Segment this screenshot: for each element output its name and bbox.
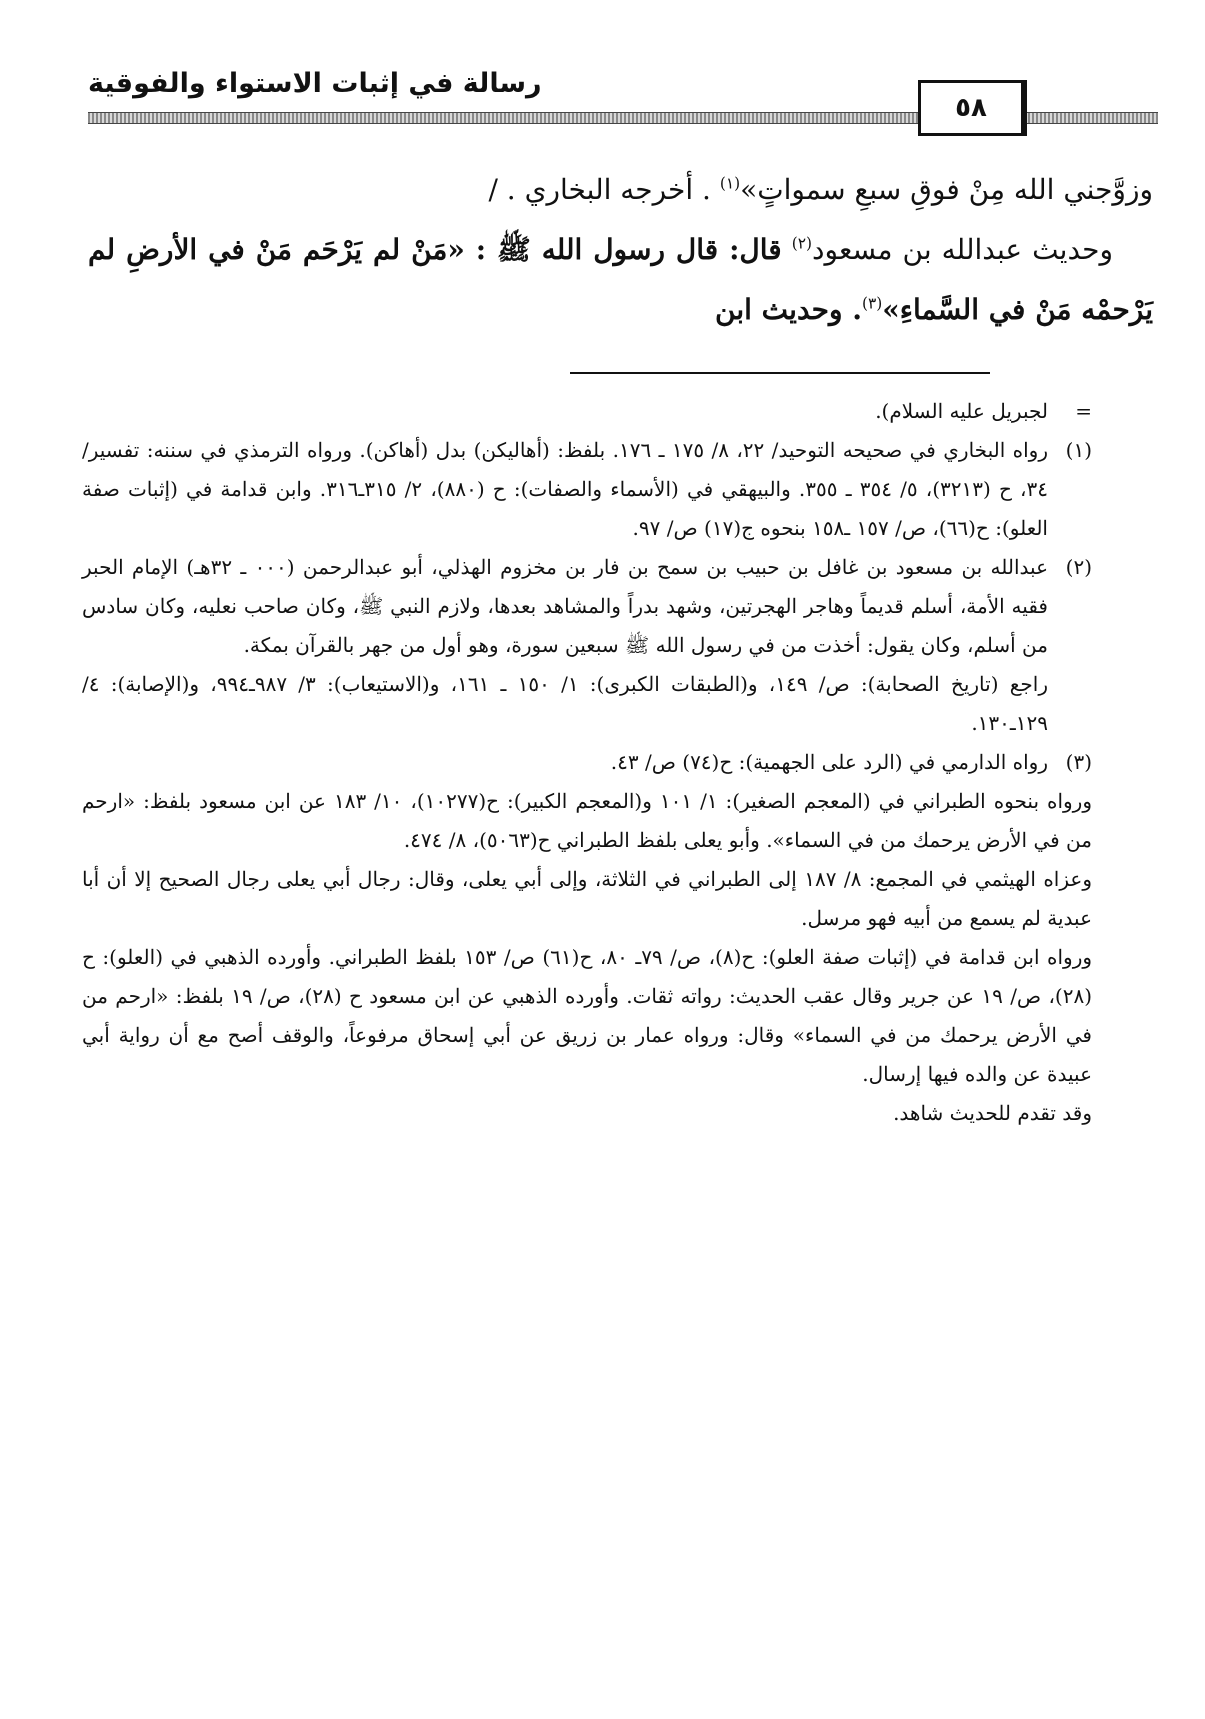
footnote-1: (١) رواه البخاري في صحيحه التوحيد/ ٢٢، ٨/ ١٧٥ ـ ١٧٦. بلفظ: (أهاليكن) بدل (أهاكن). ورواه الترمذي في سننه: تفسير/ ٣٤، ح (٣٢١٣)، ٥/ ٣٥٤ ـ ٣٥٥. والبيهقي في (الأسماء والصفات): ح (٨٨٠)، ٢/ ٣١٥ـ٣١٦. وابن قدامة في (إثبات صفة العلو): ح(٦٦)، ص/ ١٥٧ ـ١٥٨ بنحوه ج(١٧) ص/ ٩٧.	[82, 431, 1092, 548]
footnote-number: (٣)	[1065, 750, 1092, 774]
page-header	[88, 68, 1158, 130]
page-number: ٥٨	[955, 93, 987, 123]
main-paragraph-2: وحديث عبدالله بن مسعود$^{(٢)}$ قال: قال رسول الله ﷺ : «مَنْ لم يَرْحَم مَنْ في الأرضِ لم يَرْحمْه مَنْ في السَّماءِ»$^{(٣)}$. وحديث ابن	[88, 233, 1153, 326]
footnote-ref-2: (٢)	[791, 234, 813, 253]
footnote-ref-1: (١)	[719, 174, 741, 193]
footnote-3-continued: ورواه بنحوه الطبراني في (المعجم الصغير): ١/ ١٠١ و(المعجم الكبير): ح(١٠٢٧٧)، ١٠/ ١٨٣ عن ابن مسعود بلفظ: «ارحم من في الأرض يرحمك من في السماء». وأبو يعلى بلفظ الطبراني ح(٥٠٦٣)، ٨/ ٤٧٤. وعزاه الهيثمي في المجمع: ٨/ ١٨٧ إلى الطبراني في الثلاثة، وإلى أبي يعلى، وقال: رجال أبي يعلى رجال الصحيح إلا أن أبا عبدية لم يسمع من أبيه فهو مرسل. ورواه ابن قدامة في (إثبات صفة العلو): ح(٨)، ص/ ٧٩ـ ٨٠، ح(٦١) ص/ ١٥٣ بلفظ الطبراني. وأورده الذهبي في (العلو): ح (٢٨)، ص/ ١٩ عن جرير وقال عقب الحديث: رواته ثقات. وأورده الذهبي عن ابن مسعود ح (٢٨)، ص/ ١٩ بلفظ: «ارحم من في الأرض يرحمك من في السماء» وقال: ورواه عمار بن زريق عن أبي إسحاق مرفوعاً، والوقف أصح مع أن رواية أبي عبيدة عن والده فيها إرسال. وقد تقدم للحديث شاهد.	[82, 789, 1093, 1125]
footnote-2: (٢) عبدالله بن مسعود بن غافل بن حبيب بن سمح بن فار بن مخزوم الهذلي، أبو عبدالرحمن (٠٠٠ ـ ٣٢هـ) الإمام الحبر فقيه الأمة، أسلم قديماً وهاجر الهجرتين، وشهد بدراً والمشاهد بعدها، ولازم النبي ﷺ، وكان صاحب نعليه، وكان سادس من أسلم، وكان يقول: أخذت من في رسول الله ﷺ سبعين سورة، وهو أول من جهر بالقرآن بمكة. راجع (تاريخ الصحابة): ص/ ١٤٩، و(الطبقات الكبرى): ١/ ١٥٠ ـ ١٦١، و(الاستيعاب): ٣/ ٩٨٧ـ٩٩٤، و(الإصابة): ٤/ ١٢٩ـ١٣٠.	[82, 548, 1092, 743]
footnote-3: (٣) رواه الدارمي في (الرد على الجهمية): ح(٧٤) ص/ ٤٣.	[82, 743, 1092, 782]
footnote-marker: =	[1075, 399, 1092, 423]
main-text	[88, 160, 1153, 340]
page-number-box	[918, 80, 1027, 136]
footnotes	[82, 392, 1092, 1133]
footnote-divider	[570, 372, 990, 374]
main-paragraph-1: وزوَّجني الله مِنْ فوقِ سبعِ سمواتٍ»$^{(١)}$ . أخرجه البخاري . /	[488, 173, 1153, 206]
running-title: رسالة في إثبات الاستواء والفوقية	[88, 68, 542, 99]
footnote-ref-3: (٣)	[861, 294, 883, 313]
footnote-continuation: = لجبريل عليه السلام).	[82, 392, 1092, 431]
footnote-number: (١)	[1065, 438, 1092, 462]
footnote-number: (٢)	[1065, 555, 1092, 579]
